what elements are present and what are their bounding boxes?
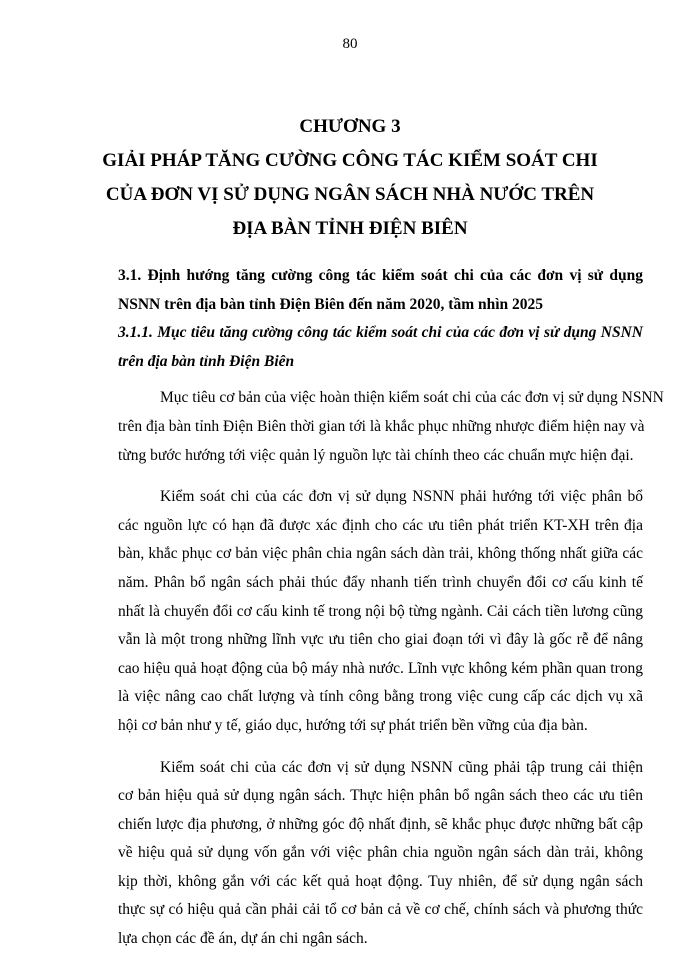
paragraph-line: chiến lược địa phương, ở những góc độ nhất định, sẽ khắc phục được những bất cập [118,815,643,833]
paragraph-line: năm. Phân bổ ngân sách phải thúc đẩy nhanh tiến trình chuyển đổi cơ cấu kinh tế [118,573,643,591]
page-number: 80 [342,36,358,52]
paragraph [118,483,643,740]
paragraph-line: cơ bản hiệu quả sử dụng ngân sách. Thực hiện phân bổ ngân sách theo các ưu tiên [118,787,643,805]
paragraph-line: hội cơ bản như y tế, giáo dục, hướng tới sự phát triển bền vững của địa bàn. [118,716,588,734]
heading-line: 3.1.1. Mục tiêu tăng cường công tác kiểm soát chi của các đơn vị sử dụng NSNN [118,324,643,342]
paragraph-line: Mục tiêu cơ bản của việc hoàn thiện kiểm soát chi của các đơn vị sử dụng NSNN [160,389,664,407]
heading-line: NSNN trên địa bàn tỉnh Điện Biên đến năm 2020, tầm nhìn 2025 [118,295,544,313]
chapter-title-line: ĐỊA BÀN TỈNH ĐIỆN BIÊN [232,218,468,239]
paragraph-line: kịp thời, không gắn với các kết quả hoạt động. Tuy nhiên, để sử dụng ngân sách [118,872,643,890]
chapter-heading [80,110,620,246]
chapter-number: CHƯƠNG 3 [299,116,401,137]
paragraph-line: Kiểm soát chi của các đơn vị sử dụng NSNN cũng phải tập trung cải thiện [160,758,643,776]
paragraph [118,754,643,954]
paragraph [118,384,664,470]
chapter-title-line: GIẢI PHÁP TĂNG CƯỜNG CÔNG TÁC KIỂM SOÁT CHI [102,150,598,171]
paragraph-line: vẫn là một trong những lĩnh vực ưu tiên cho giai đoạn tới vì đây là gốc rễ để nâng [118,631,643,649]
paragraph-line: nhất là chuyển đổi cơ cấu kinh tế trong nội bộ từng ngành. Cải cách tiền lương cũng [118,602,643,620]
body-content [118,262,664,954]
paragraph-line: trên địa bàn tỉnh Điện Biên thời gian tới là khắc phục những nhược điểm hiện nay và [118,417,645,435]
paragraph-line: bàn, khắc phục cơ bản việc phân chia ngân sách dàn trải, không thống nhất giữa các [118,545,643,563]
subsection-heading-3-1-1 [118,319,643,376]
heading-line: trên địa bàn tỉnh Điện Biên [118,352,295,370]
section-heading-3-1 [118,262,643,319]
paragraph-line: thực sự có hiệu quả cần phải cải tổ cơ bản cả về cơ chế, chính sách và phương thức [118,901,643,919]
chapter-title-line: CỦA ĐƠN VỊ SỬ DỤNG NGÂN SÁCH NHÀ NƯỚC TRÊN [105,184,595,205]
paragraph-line: các nguồn lực có hạn đã được xác định cho các ưu tiên phát triển KT-XH trên địa [118,516,643,534]
heading-line: 3.1. Định hướng tăng cường công tác kiểm soát chi của các đơn vị sử dụng [118,267,643,284]
paragraph-line: lựa chọn các đề án, dự án chi ngân sách. [118,930,368,948]
paragraph-line: Kiểm soát chi của các đơn vị sử dụng NSNN phải hướng tới việc phân bổ [160,488,643,506]
paragraph-line: về hiệu quả sử dụng vốn gắn với việc phân chia nguồn ngân sách dàn trải, không [118,844,643,862]
paragraph-line: từng bước hướng tới việc quản lý nguồn lực tài chính theo các chuẩn mực hiện đại. [118,446,634,464]
paragraph-line: cao hiệu quả hoạt động của bộ máy nhà nước. Lĩnh vực không kém phần quan trong [118,659,643,677]
paragraph-line: là việc nâng cao chất lượng và tính công bằng trong việc cung cấp các dịch vụ xã [118,688,643,706]
